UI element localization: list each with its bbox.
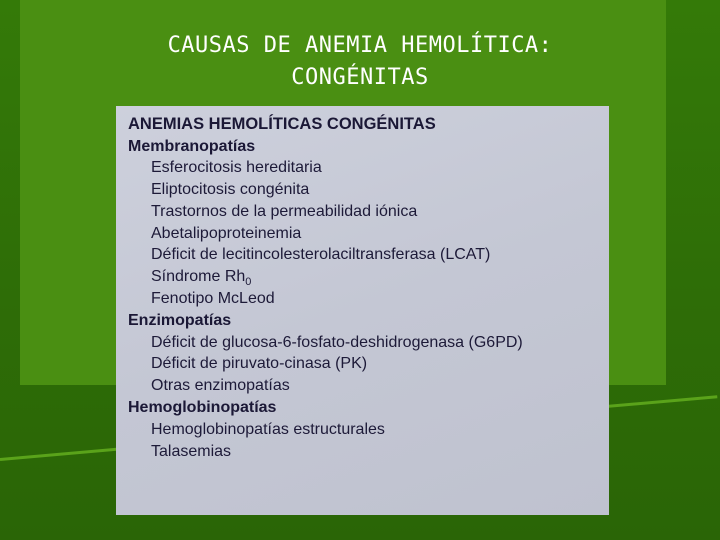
- list-item: Déficit de lecitincolesterolaciltransferasa (LCAT): [151, 246, 491, 264]
- slide-title-line-1: CAUSAS DE ANEMIA HEMOLÍTICA:: [167, 33, 553, 58]
- list-item: Déficit de piruvato-cinasa (PK): [151, 355, 368, 373]
- list-item: Déficit de glucosa-6-fosfato-deshidrogenasa (G6PD): [151, 333, 523, 351]
- table-content: [128, 114, 523, 462]
- slide-title-line-2: CONGÉNITAS: [291, 65, 429, 90]
- slide-title: [0, 30, 720, 94]
- section-hemoglobinopatias: Hemoglobinopatías: [128, 399, 277, 417]
- list-item: Esferocitosis hereditaria: [151, 159, 322, 177]
- section-membranopatias: Membranopatías: [128, 137, 256, 155]
- list-item: Otras enzimopatías: [151, 377, 290, 395]
- list-item-rh: [128, 266, 523, 288]
- list-item: Eliptocitosis congénita: [151, 181, 310, 199]
- rh-label: Síndrome Rh: [151, 268, 246, 286]
- scanned-table-image: [116, 106, 609, 515]
- list-item: Fenotipo McLeod: [151, 290, 275, 308]
- section-enzimopatias: Enzimopatías: [128, 311, 232, 329]
- list-item: Talasemias: [151, 442, 232, 460]
- list-item: Trastornos de la permeabilidad iónica: [151, 202, 418, 220]
- rh-subscript: 0: [245, 276, 252, 289]
- table-heading: ANEMIAS HEMOLÍTICAS CONGÉNITAS: [128, 115, 436, 133]
- list-item: Hemoglobinopatías estructurales: [151, 420, 385, 438]
- list-item: Abetalipoproteinemia: [151, 224, 302, 242]
